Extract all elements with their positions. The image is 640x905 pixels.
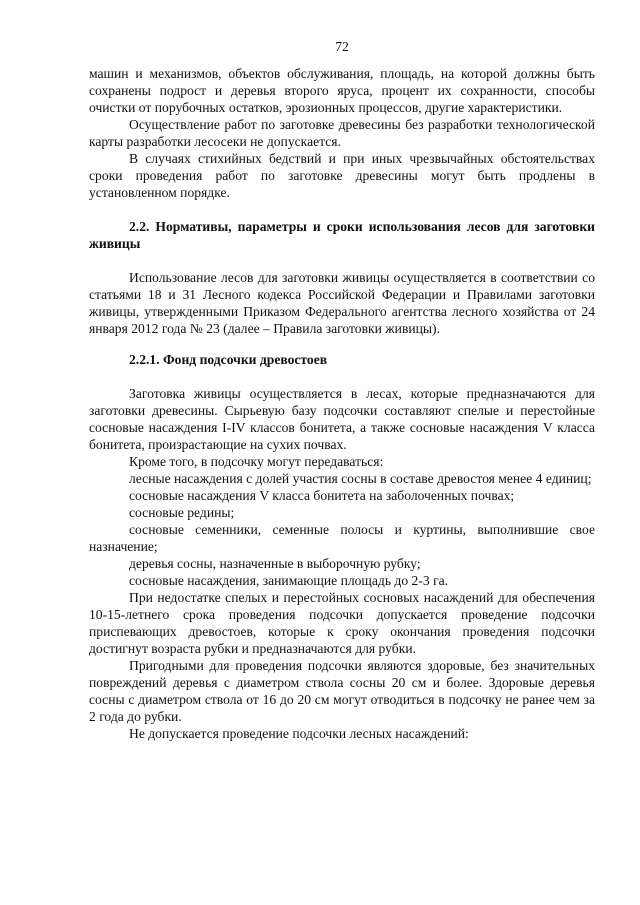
document-body	[89, 65, 595, 742]
paragraph: При недостатке спелых и перестойных сосновых насаждений для обеспечения 10-15-летнего срока проведения подсочки допускается проведение подсочки приспевающих древостоев, которые к сроку окончания проведения подсочки достигнут возраста рубки и предназначаются для рубки.	[89, 590, 595, 656]
section-heading: 2.2.1. Фонд подсочки древостоев	[129, 352, 328, 367]
spacer	[89, 201, 595, 218]
paragraph: Осуществление работ по заготовке древесины без разработки технологической карты разработки лесосеки не допускается.	[89, 117, 595, 149]
paragraph: сосновые насаждения V класса бонитета на заболоченных почвах;	[129, 488, 515, 503]
spacer	[89, 368, 595, 385]
paragraph: машин и механизмов, объектов обслуживания, площадь, на которой должны быть сохранены подрост и деревья второго яруса, процент их сохранности, способы очистки от порубочных остатков, эрозионных процессов, другие характеристики.	[89, 66, 595, 115]
paragraph: В случаях стихийных бедствий и при иных чрезвычайных обстоятельствах сроки проведения работ по заготовке древесины могут быть продлены в установленном порядке.	[89, 151, 595, 200]
paragraph: сосновые редины;	[129, 505, 235, 520]
paragraph: Не допускается проведение подсочки лесных насаждений:	[129, 726, 469, 741]
paragraph: сосновые семенники, семенные полосы и куртины, выполнившие свое назначение;	[89, 522, 595, 554]
document-page	[89, 38, 595, 742]
page-number: 72	[335, 39, 349, 54]
spacer	[89, 252, 595, 269]
paragraph: лесные насаждения с долей участия сосны в составе древостоя менее 4 единиц;	[129, 471, 592, 486]
paragraph: Кроме того, в подсочку могут передаваться:	[129, 454, 384, 469]
section-heading: 2.2. Нормативы, параметры и сроки использования лесов для заготовки живицы	[89, 219, 595, 251]
paragraph: Заготовка живицы осуществляется в лесах, которые предназначаются для заготовки древесины. Сырьевую базу подсочки составляют спелые и перестойные сосновые насаждения I-IV классов бонитета, а также сосновые насаждения V класса бонитета, произрастающие на сухих почвах.	[89, 386, 595, 452]
paragraph: сосновые насаждения, занимающие площадь до 2-3 га.	[129, 573, 449, 588]
spacer	[89, 337, 595, 351]
paragraph: деревья сосны, назначенные в выборочную рубку;	[129, 556, 421, 571]
paragraph: Использование лесов для заготовки живицы осуществляется в соответствии со статьями 18 и 31 Лесного кодекса Российской Федерации и Правилами заготовки живицы, утвержденными Приказом Федерального агентства лесного хозяйства от 24 января 2012 года № 23 (далее – Правила заготовки живицы).	[89, 270, 595, 336]
paragraph: Пригодными для проведения подсочки являются здоровые, без значительных повреждений деревья с диаметром ствола сосны 20 см и более. Здоровые деревья сосны с диаметром ствола от 16 до 20 см могут отводиться в подсочку не ранее чем за 2 года до рубки.	[89, 658, 595, 724]
